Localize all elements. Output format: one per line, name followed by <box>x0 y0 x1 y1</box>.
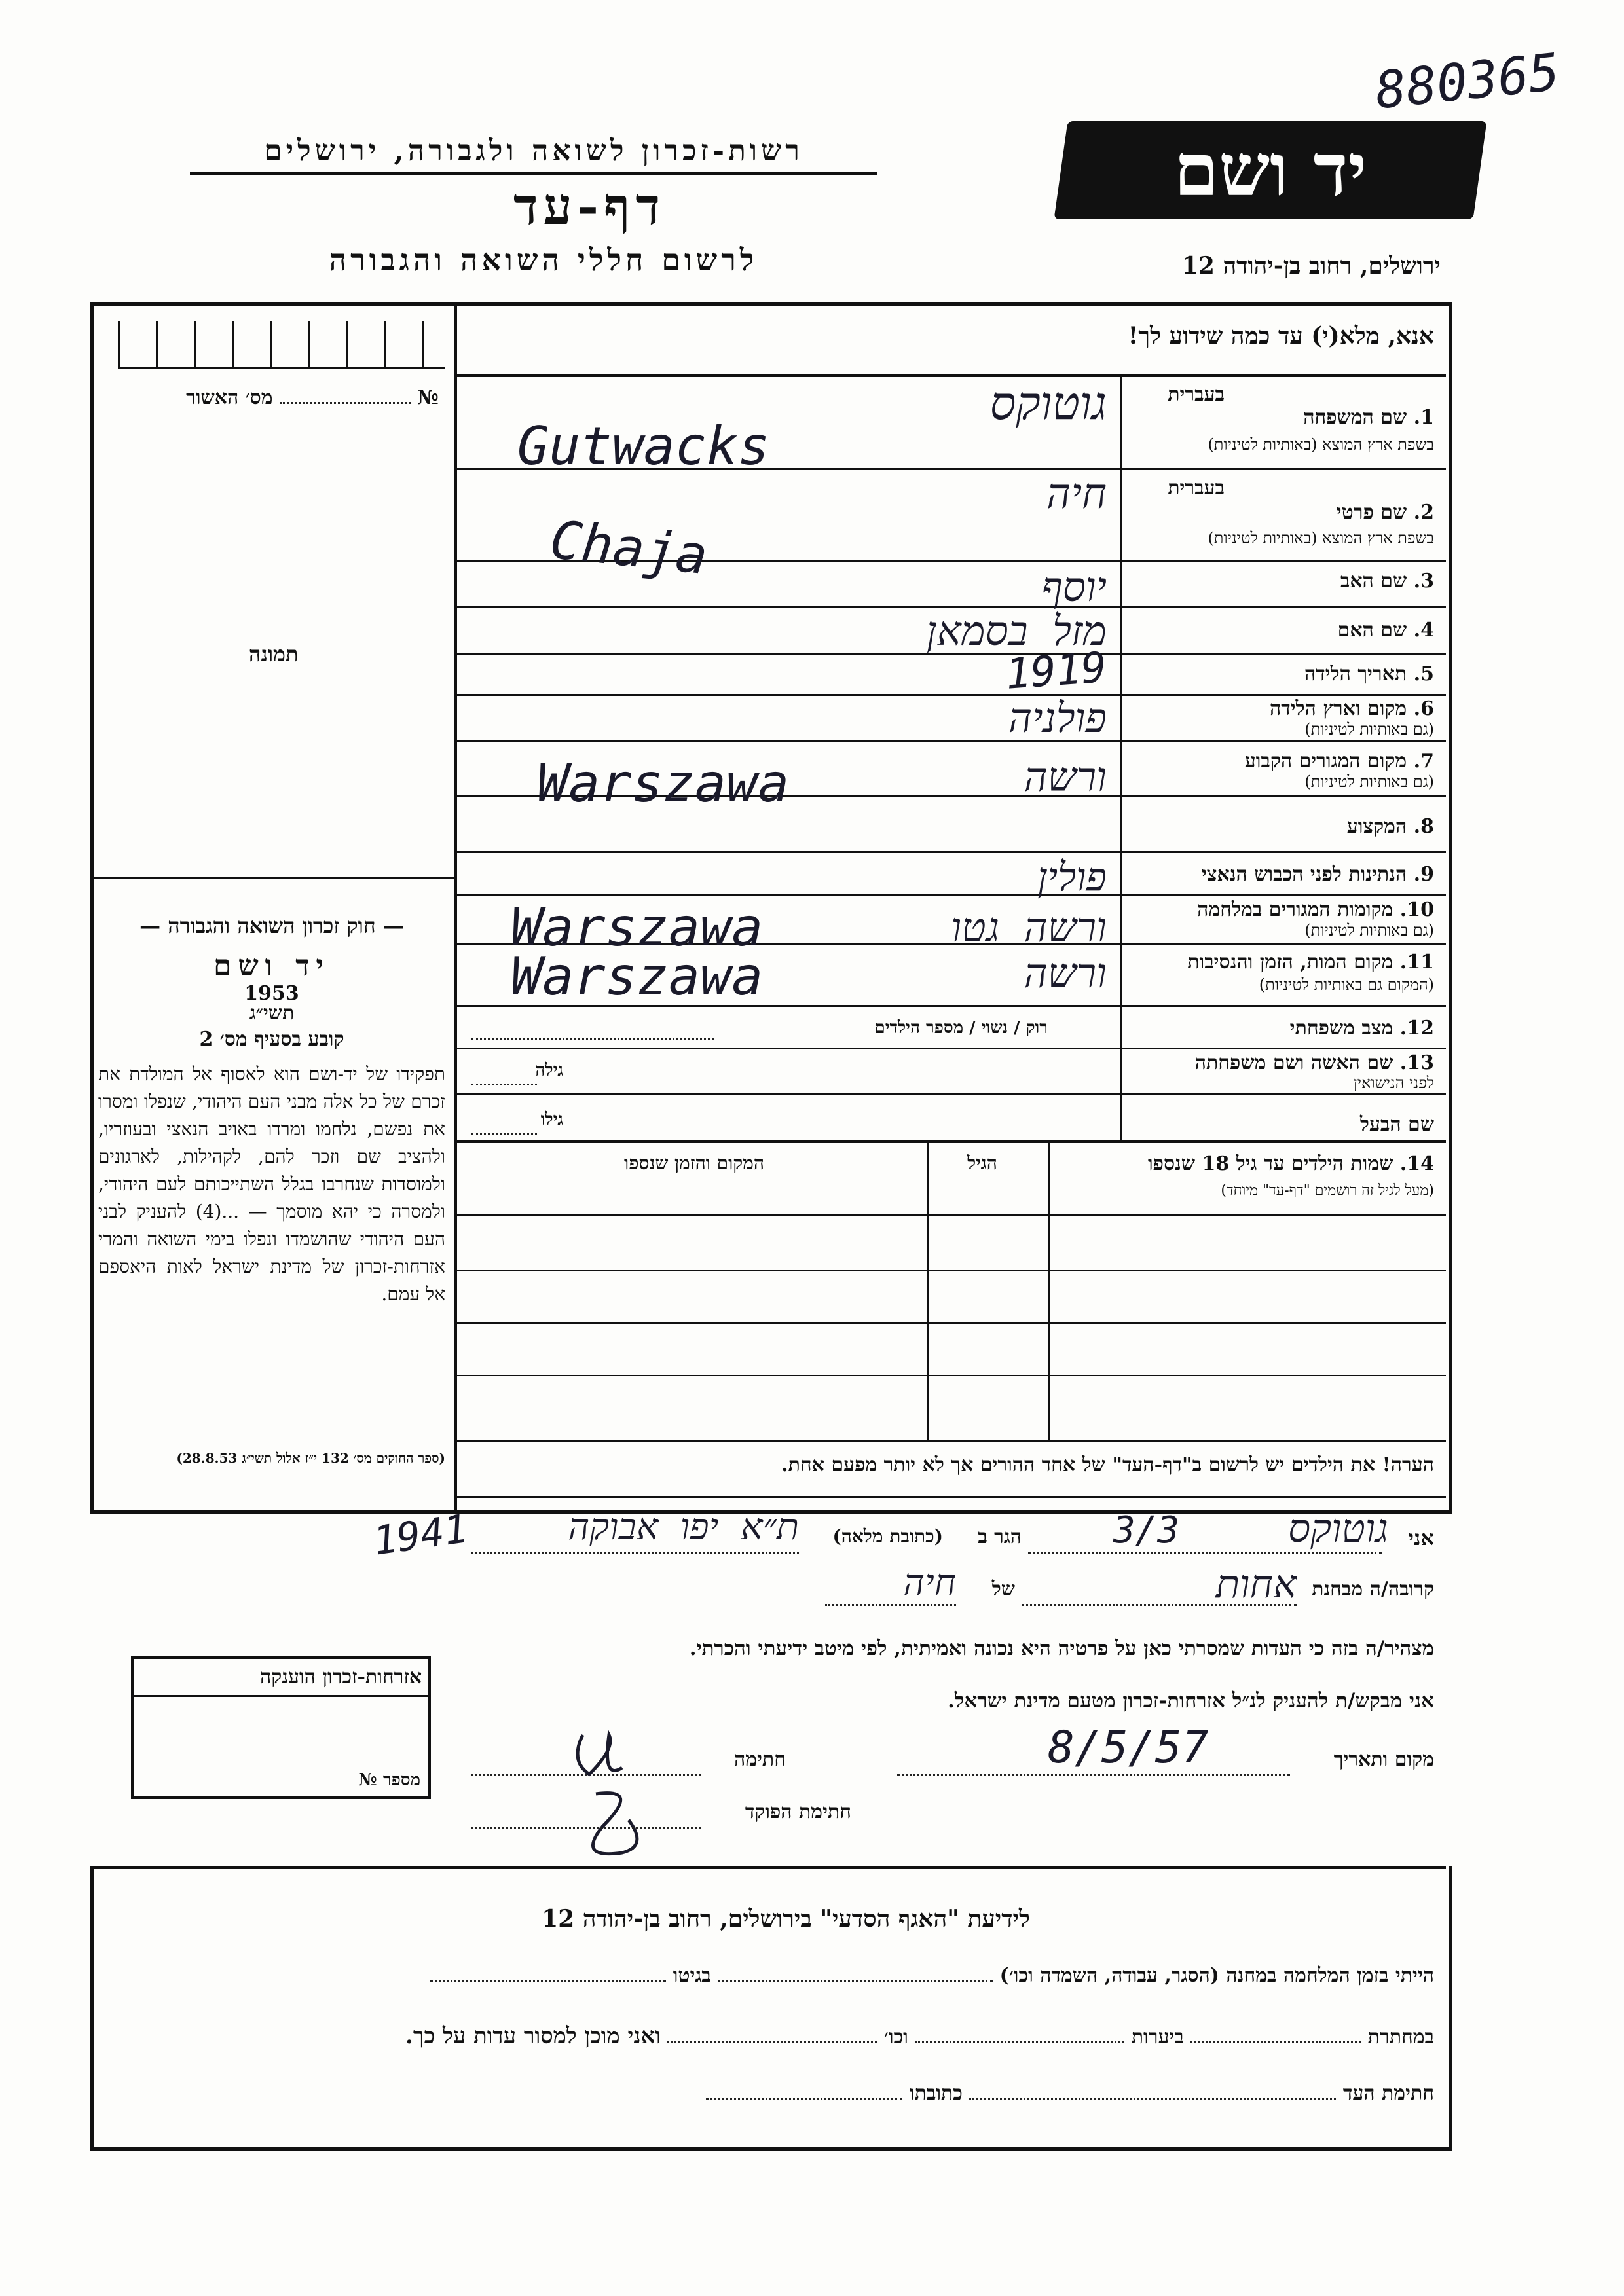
address: ירושלים, רחוב בן-יהודה 12 <box>1181 252 1441 280</box>
decl-place-date-label: מקום ותאריך <box>1333 1748 1434 1771</box>
first-name-latin: Chaja <box>547 509 711 587</box>
field-2-label: 2. שם פרטי <box>1336 501 1434 524</box>
decl-house: 3/3 <box>1113 1509 1180 1552</box>
decl-shel-value: חיה <box>903 1561 956 1604</box>
law-year: 1953 <box>244 982 299 1005</box>
law-title: — חוק זכרון השואה והגבורה — <box>139 913 404 938</box>
decl-ani: אני <box>1408 1525 1434 1550</box>
field-10-label: 10. מקומות המגורים במלחמה <box>1197 898 1434 921</box>
father-name: יוסף <box>1041 563 1107 611</box>
decl-address-label: (כתובת מלאה) <box>832 1525 943 1547</box>
field-5-label: 5. תאריך הלידה <box>1304 663 1434 685</box>
field-3-label: 3. שם האב <box>1340 570 1434 592</box>
decl-relation: אחות <box>1215 1561 1297 1607</box>
decl-signature <box>563 1722 668 1866</box>
children-age-header: הגיל <box>967 1152 997 1174</box>
husband-name-label: שם הבעל <box>1359 1113 1434 1136</box>
honorary-box <box>131 1656 431 1799</box>
field-10-sub: (גם באותיות לטיניות) <box>1304 921 1434 939</box>
decl-request: אני מבקש/ת להעניק לנ״ל אזרחות-זכרון מטעם מדינת ישראל. <box>948 1689 1434 1713</box>
children-note: הערה! את הילדים יש לרשום ב"דף-העד" של אחד ההורים אך לא יותר מפעם אחת. <box>781 1453 1434 1476</box>
children-label: 14. שמות הילדים עד גיל 18 שנספו <box>1147 1152 1434 1175</box>
law-text: תפקידו של יד-ושם הוא לאסוף אל המולדת את זכרם של כל אלה מבני העם היהודי, שנפלו ומסרו את נפשם, נלחמו ומרדו באויב הנאצי ובעוזריו, ולהציב שם וזכר להם, לקהילות, לארגונים ולמוסדות שנחרבו בגלל השתייכותם לעם היהודי, ולמסרה כי יהא מוסמך — ...(4) להעניק לבני העם היהודי שהושמדו ונפלו בימי השואה והמרי אזרחות-זכרון של מדינת ישראל לאות היאספם אל עמם. <box>98 1063 445 1305</box>
law-year-he: תשי״ג <box>249 1002 295 1025</box>
field-9-label: 9. הנתינות לפני הכבוש הנאצי <box>1201 863 1434 886</box>
decl-shel: של <box>991 1578 1015 1601</box>
decl-address: ת״א יפו אבוקה <box>568 1506 799 1548</box>
hebrew-label-2: בעברית <box>1168 477 1225 500</box>
field-11-sub: (המקום גם באותיות לטיניות) <box>1259 975 1434 994</box>
decl-postal: 1941 <box>370 1506 471 1565</box>
death-place-he: ורשה <box>1024 949 1107 997</box>
law-name: יד ושם <box>213 949 330 983</box>
page-subtitle: לרשום חללי השואה והגבורה <box>329 242 758 278</box>
wife-age-label: גילה <box>535 1061 563 1080</box>
decl-officer-label: חתימת הפוקד <box>745 1800 851 1823</box>
decl-relation-label: קרובה/ה מבחנת <box>1312 1578 1434 1601</box>
footer-title: לידיעת "האגף הסדעי" בירושלים, רחוב בן-יהודה 12 <box>542 1905 1030 1933</box>
footer-line3: חתימת העד כתובתו <box>111 2082 1434 2105</box>
field-7-sub: (גם באותיות לטיניות) <box>1304 773 1434 791</box>
residence-latin: Warszawa <box>537 753 790 814</box>
field-1-label: 1. שם המשפחה <box>1303 406 1434 429</box>
field-13-sub: לפני הנישואין <box>1353 1074 1434 1092</box>
marital-status-options: רוק / נשוי / מספר הילדים <box>874 1018 1048 1038</box>
hebrew-label-1: בעברית <box>1168 383 1225 406</box>
field-8-label: 8. המקצוע <box>1346 815 1434 838</box>
field-4-label: 4. שם האם <box>1337 619 1434 642</box>
decl-signature-label: חתימה <box>734 1748 786 1771</box>
field-11-label: 11. מקום המות, הזמן והנסיבות <box>1187 951 1434 974</box>
approval-label: מס׳ האשור <box>186 386 273 409</box>
decl-date: 8/5/57 <box>1048 1722 1209 1774</box>
death-place-latin: Warszawa <box>511 946 764 1007</box>
decl-gar-label: הגר ב <box>978 1525 1022 1548</box>
footer-line1: הייתי בזמן המלחמה במחנה (הסגר, עבודה, השמדה וכו׳) בגיטו <box>111 1964 1434 1987</box>
instruction: אנא, מלא(י) עד כמה שידוע לך! <box>1128 322 1434 350</box>
photo-label: תמונה <box>249 642 299 666</box>
wartime-residence-latin: Warszawa <box>511 897 764 958</box>
field-1-sub: בשפת ארץ המוצא (באותיות לטיניות) <box>1208 435 1434 454</box>
yad-vashem-logo <box>1054 121 1486 219</box>
authority-title: רשות-זכרון לשואה ולגבורה, ירושלים <box>190 134 877 175</box>
birth-date: 1919 <box>1004 644 1109 699</box>
first-name-he: חיה <box>1046 470 1107 519</box>
honorary-number-row: מספר № <box>358 1770 420 1790</box>
serial-number: 880365 <box>1373 43 1562 121</box>
code-boxes <box>118 321 445 369</box>
honorary-label: אזרחות-זכרון הוענקה <box>134 1659 428 1697</box>
logo-text: יד ושם <box>1173 128 1367 212</box>
field-13-label: 13. שם האשה ושם משפחתה <box>1194 1051 1434 1074</box>
approval-number-label <box>118 386 439 409</box>
field-6-label: 6. מקום וארץ הלידה <box>1269 697 1434 720</box>
decl-name: גוטוקס <box>1288 1506 1388 1552</box>
approval-blank <box>280 402 411 404</box>
mother-name: מזל בסמאן <box>926 607 1107 655</box>
field-7-label: 7. מקום המגורים הקבוע <box>1244 750 1434 773</box>
approval-suffix: № <box>417 386 439 409</box>
wartime-residence-he: ורשה גטו <box>951 903 1107 951</box>
nationality: פולין <box>1037 854 1107 900</box>
field-6-sub: (גם באותיות לטיניות) <box>1304 720 1434 738</box>
law-section: קובע בסעיף מס׳ 2 <box>199 1028 344 1051</box>
family-name-he: גוטוקס <box>989 376 1107 430</box>
birth-place: פולניה <box>1008 694 1107 742</box>
husband-age-label: גילו <box>540 1110 563 1129</box>
children-place-header: המקום והזמן שנספו <box>624 1152 764 1174</box>
law-reference: (ספר החוקים מס׳ 132 י״ז אלול תשי״ג 28.8.53) <box>176 1450 445 1466</box>
children-sub: (מעל לגיל זה רושמים "דף-עד" מיוחד) <box>1221 1182 1434 1199</box>
family-name-latin: Gutwacks <box>517 416 770 477</box>
page-title: דף-עד <box>513 177 665 236</box>
field-2-sub: בשפת ארץ המוצא (באותיות לטיניות) <box>1208 529 1434 547</box>
residence-he: ורשה <box>1024 753 1107 801</box>
decl-statement: מצהיר/ה בזה כי העדות שמסרתי כאן על פרטיה היא נכונה ואמיתית, לפי מיטב ידיעתי והכרתי. <box>689 1637 1434 1660</box>
footer-line2: במחתרת ביערות וכו׳ ואני מוכן למסור עדות על כך. <box>405 2023 1434 2049</box>
field-12-label: 12. מצב משפחתי <box>1289 1017 1434 1040</box>
